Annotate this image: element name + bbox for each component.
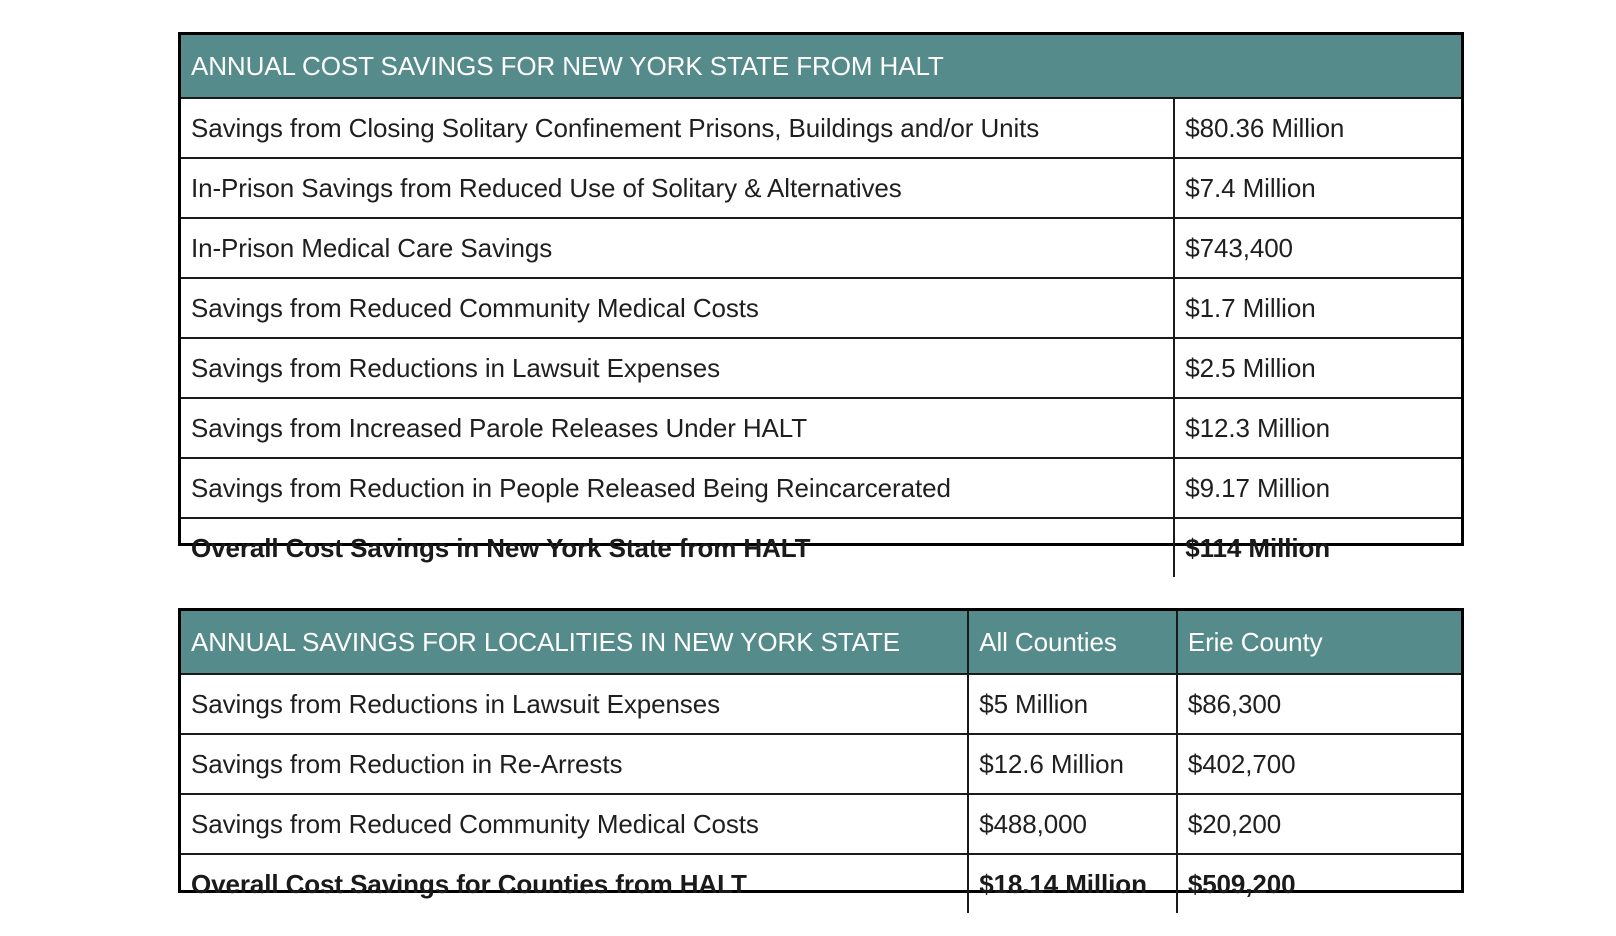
row-value-all-counties: $12.6 Million <box>968 734 1177 794</box>
annual-cost-savings-state-table <box>178 32 1464 563</box>
row-label: Savings from Increased Parole Releases Under HALT <box>181 398 1174 458</box>
row-label: Savings from Reductions in Lawsuit Expenses <box>181 674 968 734</box>
row-value-all-counties: $5 Million <box>968 674 1177 734</box>
row-value: $9.17 Million <box>1174 458 1461 518</box>
table-total-row <box>181 854 1461 913</box>
table-row <box>181 734 1461 794</box>
row-label: Savings from Reduced Community Medical Costs <box>181 794 968 854</box>
table-header-row <box>181 35 1461 98</box>
total-label: Overall Cost Savings for Counties from HALT <box>181 854 968 913</box>
row-value: $7.4 Million <box>1174 158 1461 218</box>
annual-savings-localities-table <box>178 608 1464 899</box>
row-value-erie-county: $86,300 <box>1177 674 1461 734</box>
row-label: In-Prison Savings from Reduced Use of Solitary & Alternatives <box>181 158 1174 218</box>
total-label: Overall Cost Savings in New York State from HALT <box>181 518 1174 577</box>
row-label: Savings from Reduction in Re-Arrests <box>181 734 968 794</box>
total-value-all-counties: $18.14 Million <box>968 854 1177 913</box>
table-row <box>181 218 1461 278</box>
row-value-erie-county: $402,700 <box>1177 734 1461 794</box>
table-row <box>181 158 1461 218</box>
state-savings-table <box>181 35 1461 577</box>
row-label: Savings from Reduction in People Released Being Reincarcerated <box>181 458 1174 518</box>
row-label: In-Prison Medical Care Savings <box>181 218 1174 278</box>
row-value: $743,400 <box>1174 218 1461 278</box>
row-label: Savings from Closing Solitary Confinement Prisons, Buildings and/or Units <box>181 98 1174 158</box>
row-value: $1.7 Million <box>1174 278 1461 338</box>
column-header-all-counties: All Counties <box>968 611 1177 674</box>
table-row <box>181 398 1461 458</box>
row-label: Savings from Reduced Community Medical Costs <box>181 278 1174 338</box>
table-total-row <box>181 518 1461 577</box>
total-value-erie-county: $509,200 <box>1177 854 1461 913</box>
row-value-erie-county: $20,200 <box>1177 794 1461 854</box>
row-value: $12.3 Million <box>1174 398 1461 458</box>
table-row <box>181 674 1461 734</box>
table-row <box>181 338 1461 398</box>
total-value: $114 Million <box>1174 518 1461 577</box>
column-header-erie-county: Erie County <box>1177 611 1461 674</box>
table-row <box>181 794 1461 854</box>
table-row <box>181 458 1461 518</box>
table-header-row <box>181 611 1461 674</box>
table-row <box>181 278 1461 338</box>
row-value: $80.36 Million <box>1174 98 1461 158</box>
localities-savings-table <box>181 611 1461 913</box>
row-value: $2.5 Million <box>1174 338 1461 398</box>
row-value-all-counties: $488,000 <box>968 794 1177 854</box>
localities-table-title: ANNUAL SAVINGS FOR LOCALITIES IN NEW YORK STATE <box>181 611 968 674</box>
table-row <box>181 98 1461 158</box>
state-table-title: ANNUAL COST SAVINGS FOR NEW YORK STATE FROM HALT <box>181 35 1461 98</box>
row-label: Savings from Reductions in Lawsuit Expenses <box>181 338 1174 398</box>
